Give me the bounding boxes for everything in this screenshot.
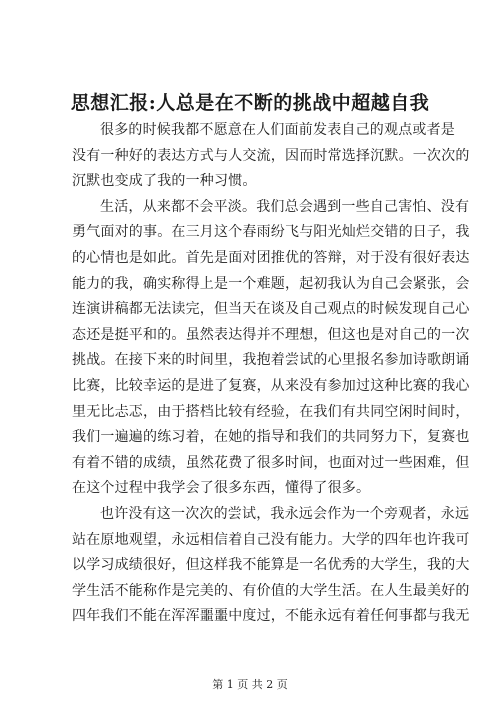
page-number-footer: 第 1 页 共 2 页 bbox=[212, 678, 288, 691]
text-line: 在这个过程中我学会了很多东西，懂得了很多。 bbox=[72, 480, 371, 497]
text-line: 挑战。在接下来的时间里，我抱着尝试的心里报名参加诗歌朗诵 bbox=[72, 352, 470, 369]
text-line: 连演讲稿都无法读完，但当天在谈及自己观点的时候发现自己心 bbox=[72, 301, 470, 318]
text-line: 没有一种好的表达方式与人交流，因而时常选择沉默。一次次的 bbox=[72, 147, 470, 164]
text-line: 生活，从来都不会平淡。我们总会遇到一些自己害怕、没有 bbox=[100, 198, 470, 215]
paragraph-2 bbox=[72, 195, 470, 502]
paragraph-1 bbox=[72, 118, 470, 195]
text-line: 四年我们不能在浑浑噩噩中度过，不能永远有着任何事都与我无 bbox=[72, 608, 470, 625]
text-line: 比赛，比较幸运的是进了复赛，从来没有参加过这种比赛的我心 bbox=[72, 377, 470, 394]
text-line: 学生活不能称作是完美的、有价值的大学生活。在人生最美好的 bbox=[72, 582, 470, 599]
text-line: 的心情也是如此。首先是面对团推优的答辩，对于没有很好表达 bbox=[72, 249, 470, 266]
document-body bbox=[72, 118, 470, 630]
text-line: 很多的时候我都不愿意在人们面前发表自己的观点或者是 bbox=[100, 122, 455, 138]
text-line: 沉默也变成了我的一种习惯。 bbox=[72, 173, 257, 190]
text-line: 也许没有这一次次的尝试，我永远会作为一个旁观者，永远 bbox=[100, 505, 470, 522]
text-line: 站在原地观望，永远相信着自己没有能力。大学的四年也许我可 bbox=[72, 531, 470, 548]
text-line: 能力的我，确实称得上是一个难题，起初我认为自己会紧张，会 bbox=[72, 275, 470, 292]
text-line: 有着不错的成绩，虽然花费了很多时间，也面对过一些困难，但 bbox=[72, 454, 470, 471]
text-line: 里无比忐忑，由于搭档比较有经验，在我们有共同空闲时间时， bbox=[72, 403, 470, 420]
text-line: 我们一遍遍的练习着，在她的指导和我们的共同努力下，复赛也 bbox=[72, 429, 470, 446]
document-title: 思想汇报:人总是在不断的挑战中超越自我 bbox=[70, 92, 430, 114]
text-line: 态还是挺平和的。虽然表达得并不理想，但这也是对自己的一次 bbox=[72, 326, 470, 343]
paragraph-3 bbox=[72, 502, 470, 630]
text-line: 勇气面对的事。在三月这个春雨纷飞与阳光灿烂交错的日子，我 bbox=[72, 224, 470, 241]
text-line: 以学习成绩很好，但这样我不能算是一名优秀的大学生，我的大 bbox=[72, 557, 470, 574]
